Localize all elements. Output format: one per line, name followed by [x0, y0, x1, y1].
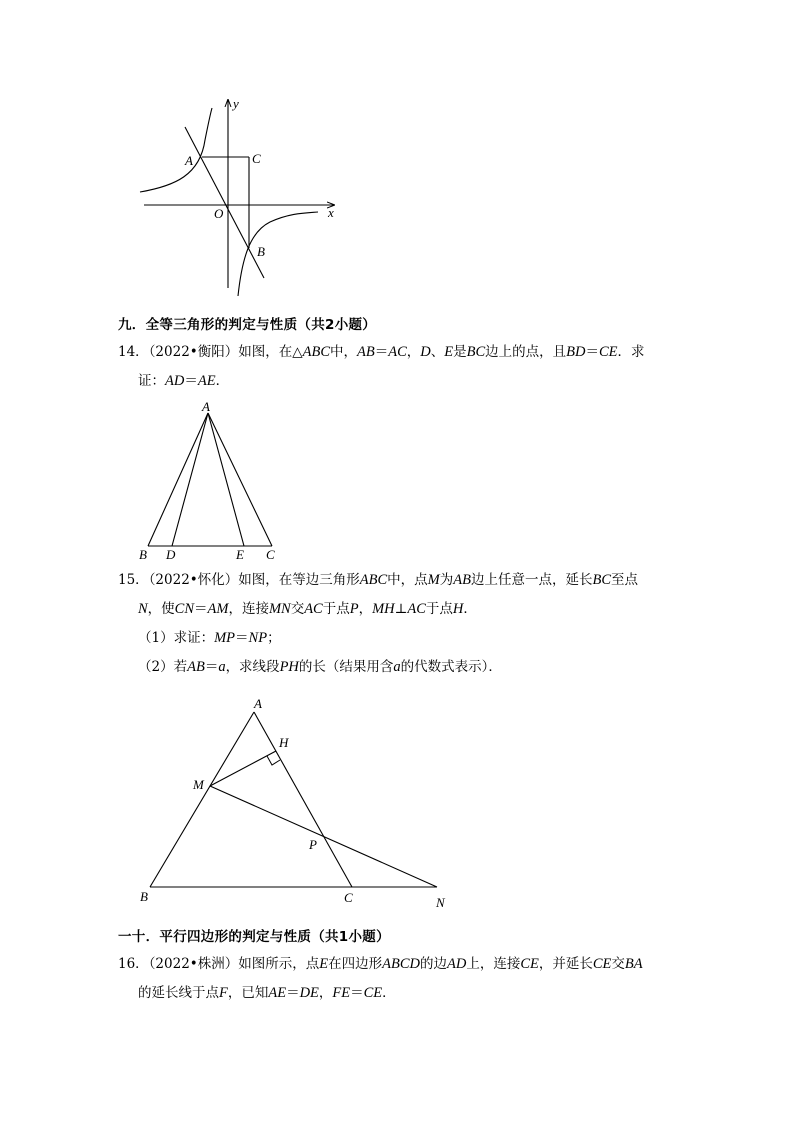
q15-number: 15． — [118, 572, 149, 588]
side-ac — [254, 712, 352, 887]
q15-sub-2: （2）若AB＝a，求线段PH的长（结果用含a的代数式表示）． — [138, 659, 502, 675]
q15-sub-1: （1）求证：MP＝NP； — [138, 630, 281, 646]
figure-hyperbola — [130, 92, 350, 304]
label-h: H — [279, 735, 289, 750]
q14-line-2: 证：AD＝AE． — [138, 373, 230, 389]
q16-source: （2022•株洲） — [148, 956, 239, 972]
label-e: E — [236, 547, 244, 562]
hyperbola-branch-right — [238, 212, 318, 296]
label-b: B — [139, 547, 147, 562]
q14-number: 14． — [118, 344, 149, 360]
label-d: D — [166, 547, 176, 562]
label-y: y — [233, 96, 239, 111]
question-16 — [118, 950, 678, 1008]
label-c: C — [266, 547, 275, 562]
label-c: C — [344, 890, 353, 905]
label-a: A — [254, 696, 262, 711]
section-title-10: 一十．平行四边形的判定与性质（共1小题） — [118, 929, 390, 945]
q15-line-2: N，使CN＝AM，连接MN交AC于点P，MH⊥AC于点H． — [138, 601, 477, 617]
segment-mn — [210, 786, 437, 887]
side-ac — [208, 413, 272, 546]
line-ab — [185, 127, 264, 278]
q15-line-1: 15．（2022•怀化）如图，在等边三角形ABC中，点M为AB边上任意一点，延长BC至点 — [118, 572, 638, 588]
right-angle-mark — [267, 756, 280, 765]
label-x: x — [328, 205, 334, 220]
q16-line-1: 16．（2022•株洲）如图所示，点E在四边形ABCD的边AD上，连接CE，并延长CE交BA — [118, 956, 643, 972]
q16-line-2: 的延长线于点F，已知AE＝DE，FE＝CE． — [138, 985, 396, 1001]
section-title-9: 九．全等三角形的判定与性质（共2小题） — [118, 317, 377, 333]
side-ab — [150, 712, 254, 887]
q16-number: 16． — [118, 956, 149, 972]
figure-triangle-mpn — [130, 690, 460, 915]
q14-line-1: 14．（2022•衡阳）如图，在△ABC中，AB＝AC，D、E是BC边上的点，且BD＝CE．求 — [118, 344, 645, 360]
label-m: M — [193, 777, 204, 792]
label-b: B — [257, 244, 265, 259]
question-14 — [118, 338, 678, 396]
q14-source: （2022•衡阳） — [148, 344, 239, 360]
segment-ae — [208, 413, 244, 546]
label-c: C — [252, 151, 261, 166]
figure-triangle-ade — [130, 396, 290, 566]
label-o: O — [214, 206, 224, 221]
q15-source: （2022•怀化） — [148, 572, 239, 588]
label-a: A — [202, 399, 210, 414]
hyperbola-branch-left — [140, 108, 212, 192]
question-15 — [118, 566, 678, 682]
label-b: B — [140, 889, 148, 904]
side-ab — [148, 413, 208, 546]
label-n: N — [436, 895, 445, 910]
label-a: A — [185, 153, 193, 168]
label-p: P — [309, 837, 317, 852]
